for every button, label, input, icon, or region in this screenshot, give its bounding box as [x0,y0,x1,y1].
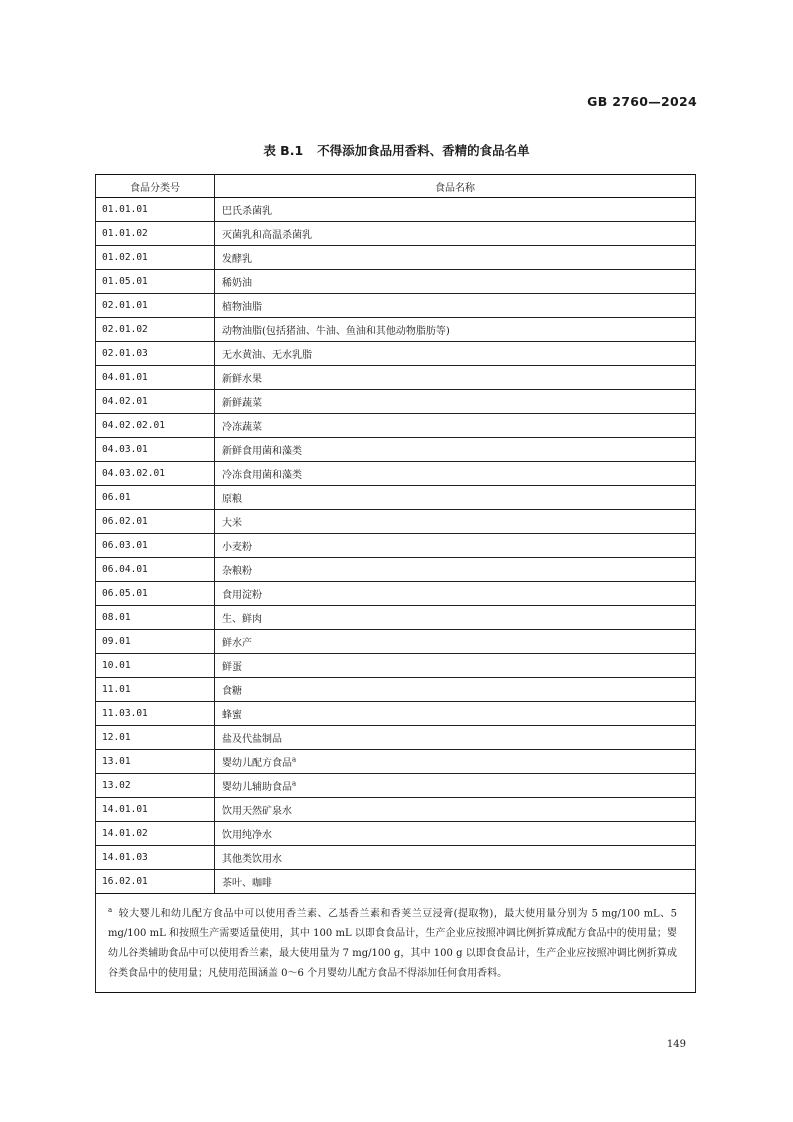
food-category-code: 16.02.01 [96,870,215,894]
table-row [96,654,696,678]
food-name: 新鲜蔬菜 [222,398,262,409]
food-name: 巴氏杀菌乳 [222,206,272,217]
table-row [96,630,696,654]
food-category-code: 02.01.01 [96,294,215,318]
food-name-cell [215,558,696,582]
food-name: 发酵乳 [222,254,252,265]
footnote-row [96,894,696,993]
food-name: 鲜蛋 [222,662,242,673]
food-name: 其他类饮用水 [222,854,282,865]
food-category-code: 02.01.02 [96,318,215,342]
food-category-code: 01.01.02 [96,222,215,246]
food-category-code: 04.02.01 [96,390,215,414]
table-row [96,462,696,486]
table-row [96,582,696,606]
food-name-cell [215,438,696,462]
table-row [96,726,696,750]
food-name: 原粮 [222,494,242,505]
food-name: 婴幼儿配方食品 [222,758,292,769]
footnote-reference: a [292,779,297,788]
footnote-marker: a [108,906,113,914]
food-name-cell [215,846,696,870]
food-name-cell [215,822,696,846]
table-row [96,486,696,510]
food-category-code: 01.02.01 [96,246,215,270]
food-name: 鲜水产 [222,638,252,649]
food-name: 植物油脂 [222,302,262,313]
table-row [96,750,696,774]
food-category-code: 06.01 [96,486,215,510]
column-header-food-name: 食品名称 [215,175,696,198]
food-category-code: 04.03.02.01 [96,462,215,486]
table-row [96,798,696,822]
food-category-code: 12.01 [96,726,215,750]
table-row [96,414,696,438]
food-name: 食糖 [222,686,242,697]
food-name-cell [215,270,696,294]
food-name: 饮用纯净水 [222,830,272,841]
food-name-cell [215,246,696,270]
footnote-reference: a [292,755,297,764]
food-name: 灭菌乳和高温杀菌乳 [222,230,312,241]
food-category-code: 08.01 [96,606,215,630]
food-name-cell [215,750,696,774]
table-footnote [96,894,696,993]
food-name: 新鲜食用菌和藻类 [222,446,302,457]
food-name-cell [215,510,696,534]
food-category-code: 13.01 [96,750,215,774]
food-category-code: 10.01 [96,654,215,678]
table-row [96,702,696,726]
table-row [96,870,696,894]
food-name-cell [215,582,696,606]
food-name-cell [215,462,696,486]
food-name-cell [215,342,696,366]
table-row [96,198,696,222]
food-name: 盐及代盐制品 [222,734,282,745]
food-name-cell [215,366,696,390]
food-name-cell [215,702,696,726]
food-name-cell [215,654,696,678]
table-row [96,246,696,270]
food-name-cell [215,798,696,822]
food-category-code: 14.01.01 [96,798,215,822]
table-row [96,438,696,462]
table-row [96,678,696,702]
food-name: 稀奶油 [222,278,252,289]
food-name: 婴幼儿辅助食品 [222,782,292,793]
table-title-text: 不得添加食品用香料、香精的食品名单 [317,143,530,158]
table-row [96,846,696,870]
table-body [96,198,696,894]
food-name-cell [215,486,696,510]
food-name-cell [215,198,696,222]
food-name-cell [215,318,696,342]
food-category-code: 02.01.03 [96,342,215,366]
food-name: 无水黄油、无水乳脂 [222,350,312,361]
food-name-cell [215,726,696,750]
table-row [96,342,696,366]
food-name-cell [215,294,696,318]
table-row [96,822,696,846]
table-row [96,774,696,798]
food-name: 食用淀粉 [222,590,262,601]
food-name: 小麦粉 [222,542,252,553]
food-name: 冷冻食用菌和藻类 [222,470,302,481]
food-name-cell [215,222,696,246]
food-name-cell [215,606,696,630]
food-name: 杂粮粉 [222,566,252,577]
food-name-cell [215,630,696,654]
table-row [96,390,696,414]
table-row [96,294,696,318]
food-name: 茶叶、咖啡 [222,878,272,889]
food-category-code: 04.01.01 [96,366,215,390]
table-row [96,270,696,294]
standard-code: GB 2760—2024 [587,94,697,109]
food-list-table [95,174,696,993]
table-row [96,318,696,342]
food-name: 大米 [222,518,242,529]
food-name: 生、鲜肉 [222,614,262,625]
food-category-code: 01.05.01 [96,270,215,294]
food-category-code: 09.01 [96,630,215,654]
food-category-code: 11.01 [96,678,215,702]
footnote-text: 较大婴儿和幼儿配方食品中可以使用香兰素、乙基香兰素和香荚兰豆浸膏(提取物)，最大使用量分别为 5 mg/100 mL、5 mg/100 mL 和按照生产需要适量使用，其中 100 mL 以即食食品计，生产企业应按照冲调比例折算成配方食品中的使用量；婴幼儿谷类辅助食品中可以使用香兰素，最大使用量为 7 mg/100 g，其中 100 g 以即食食品计，生产企业应按照冲调比例折算成谷类食品中的使用量；凡使用范围涵盖 0～6 个月婴幼儿配方食品不得添加任何食用香料。 [108,908,677,980]
page-number: 149 [666,1039,686,1050]
table-row [96,558,696,582]
table-number: 表 B.1 [263,143,304,158]
food-category-code: 06.03.01 [96,534,215,558]
food-name-cell [215,678,696,702]
column-header-category-code: 食品分类号 [96,175,215,198]
food-category-code: 04.03.01 [96,438,215,462]
food-category-code: 14.01.03 [96,846,215,870]
food-category-code: 06.04.01 [96,558,215,582]
food-category-code: 06.05.01 [96,582,215,606]
table-row [96,510,696,534]
food-name: 新鲜水果 [222,374,262,385]
food-name-cell [215,390,696,414]
food-name: 冷冻蔬菜 [222,422,262,433]
food-category-code: 13.02 [96,774,215,798]
table-row [96,366,696,390]
food-category-code: 14.01.02 [96,822,215,846]
table-row [96,222,696,246]
food-category-code: 06.02.01 [96,510,215,534]
table-row [96,606,696,630]
food-name-cell [215,774,696,798]
food-name: 动物油脂(包括猪油、牛油、鱼油和其他动物脂肪等) [222,326,450,337]
food-name: 饮用天然矿泉水 [222,806,292,817]
table-row [96,534,696,558]
food-category-code: 11.03.01 [96,702,215,726]
food-name-cell [215,870,696,894]
food-category-code: 01.01.01 [96,198,215,222]
table-title [0,141,793,159]
food-name-cell [215,534,696,558]
table-header-row [96,175,696,198]
food-name-cell [215,414,696,438]
food-name: 蜂蜜 [222,710,242,721]
food-category-code: 04.02.02.01 [96,414,215,438]
